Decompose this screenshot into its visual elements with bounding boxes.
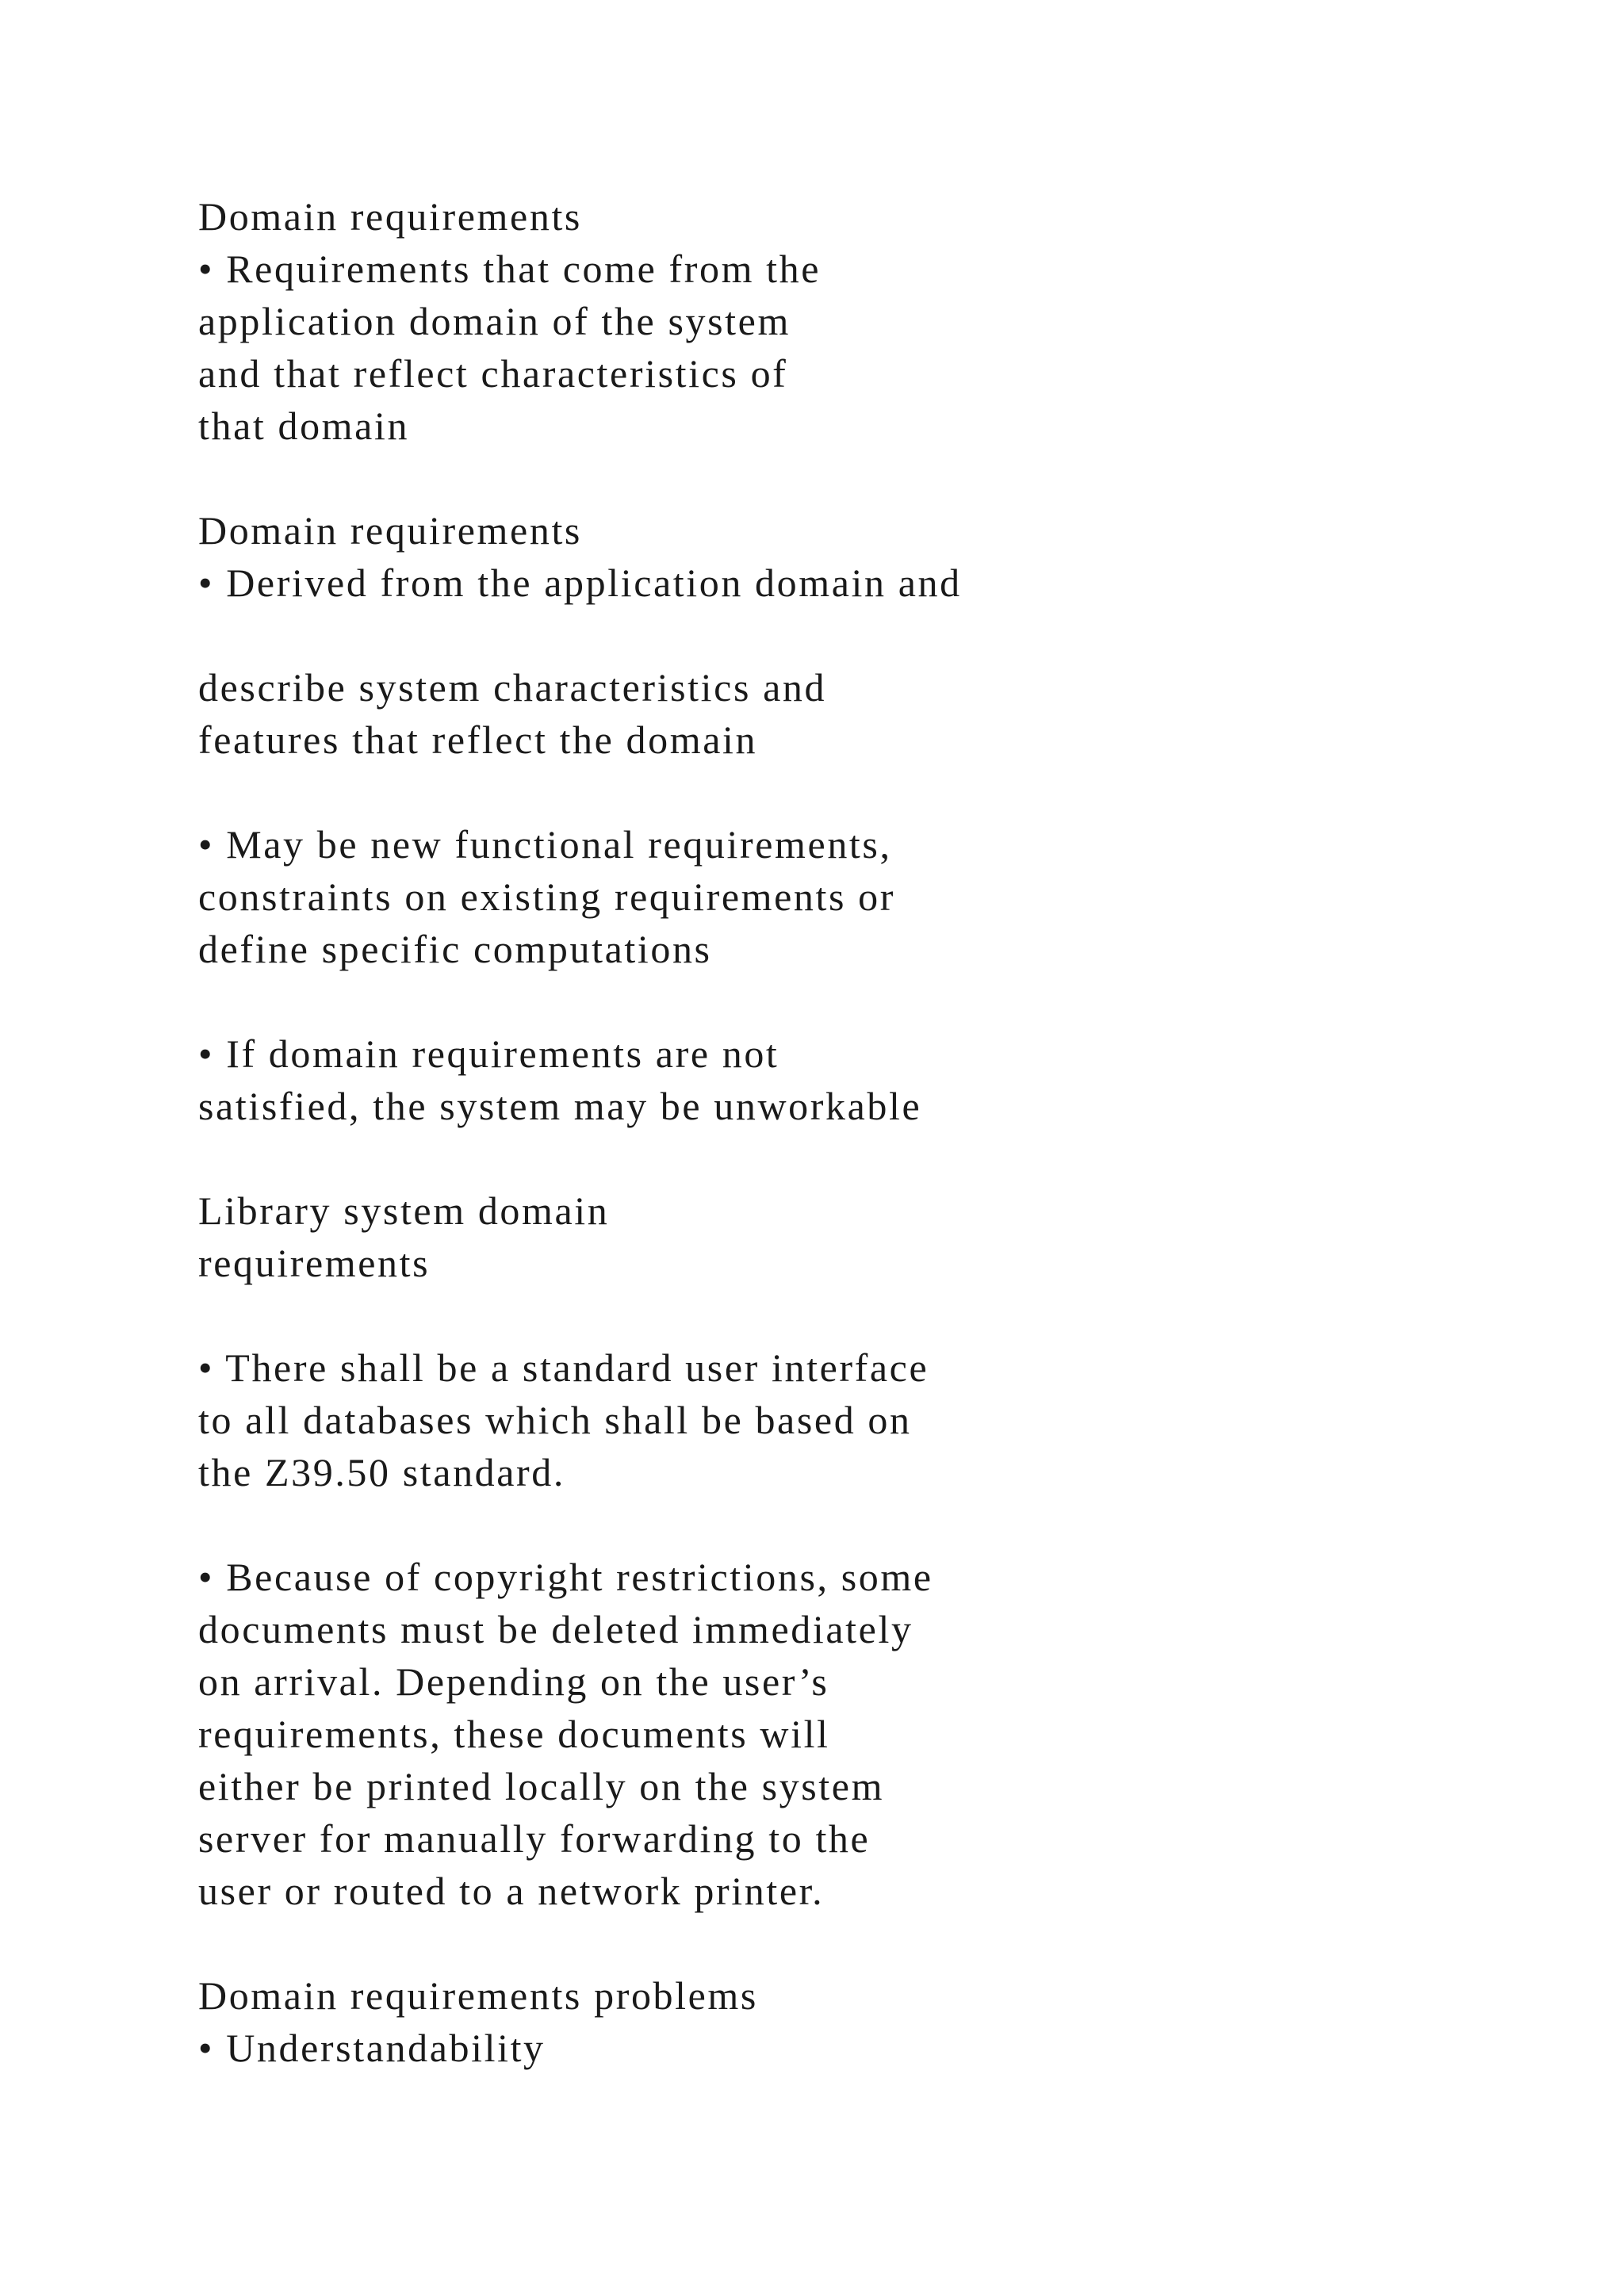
bullet-standard-interface-line: • There shall be a standard user interface — [198, 1345, 929, 1390]
text-line: features that reflect the domain — [198, 718, 758, 762]
text-line: constraints on existing requirements or — [198, 874, 896, 919]
bullet-new-functional-line: • May be new functional requirements, — [198, 822, 892, 867]
text-line: describe system characteristics and — [198, 665, 827, 710]
text-line: requirements, these documents will — [198, 1712, 830, 1756]
heading-domain-requirements: Domain requirements — [198, 194, 582, 239]
document-body — [198, 190, 1467, 2074]
blank-line — [198, 975, 1467, 1027]
text-line: that domain — [198, 404, 410, 448]
blank-line — [198, 1289, 1467, 1341]
heading-library-system: Library system domain — [198, 1188, 610, 1233]
text-line: documents must be deleted immediately — [198, 1607, 914, 1651]
blank-line — [198, 609, 1467, 661]
blank-line — [198, 1132, 1467, 1184]
text-line: to all databases which shall be based on — [198, 1398, 912, 1442]
blank-line — [198, 452, 1467, 504]
bullet-copyright-line: • Because of copyright restrictions, some — [198, 1555, 933, 1599]
text-line: user or routed to a network printer. — [198, 1869, 825, 1913]
bullet-not-satisfied-line: • If domain requirements are not — [198, 1031, 779, 1076]
text-line: and that reflect characteristics of — [198, 351, 788, 396]
bullet-understandability-line: • Understandability — [198, 2026, 546, 2070]
blank-line — [198, 766, 1467, 818]
blank-line — [198, 1917, 1467, 1969]
bullet-derived-line: • Derived from the application domain and — [198, 561, 962, 605]
text-line: define specific computations — [198, 927, 712, 971]
text-line: satisfied, the system may be unworkable — [198, 1084, 922, 1128]
heading-domain-requirements: Domain requirements — [198, 508, 582, 553]
text-line: application domain of the system — [198, 299, 791, 343]
heading-library-system-cont: requirements — [198, 1241, 431, 1285]
heading-domain-requirements-problems: Domain requirements problems — [198, 1973, 758, 2018]
text-line: either be printed locally on the system — [198, 1764, 885, 1808]
text-line: the Z39.50 standard. — [198, 1450, 566, 1494]
blank-line — [198, 1498, 1467, 1551]
text-line: on arrival. Depending on the user’s — [198, 1659, 829, 1704]
bullet-requirements-line: • Requirements that come from the — [198, 247, 822, 291]
text-line: server for manually forwarding to the — [198, 1816, 871, 1861]
